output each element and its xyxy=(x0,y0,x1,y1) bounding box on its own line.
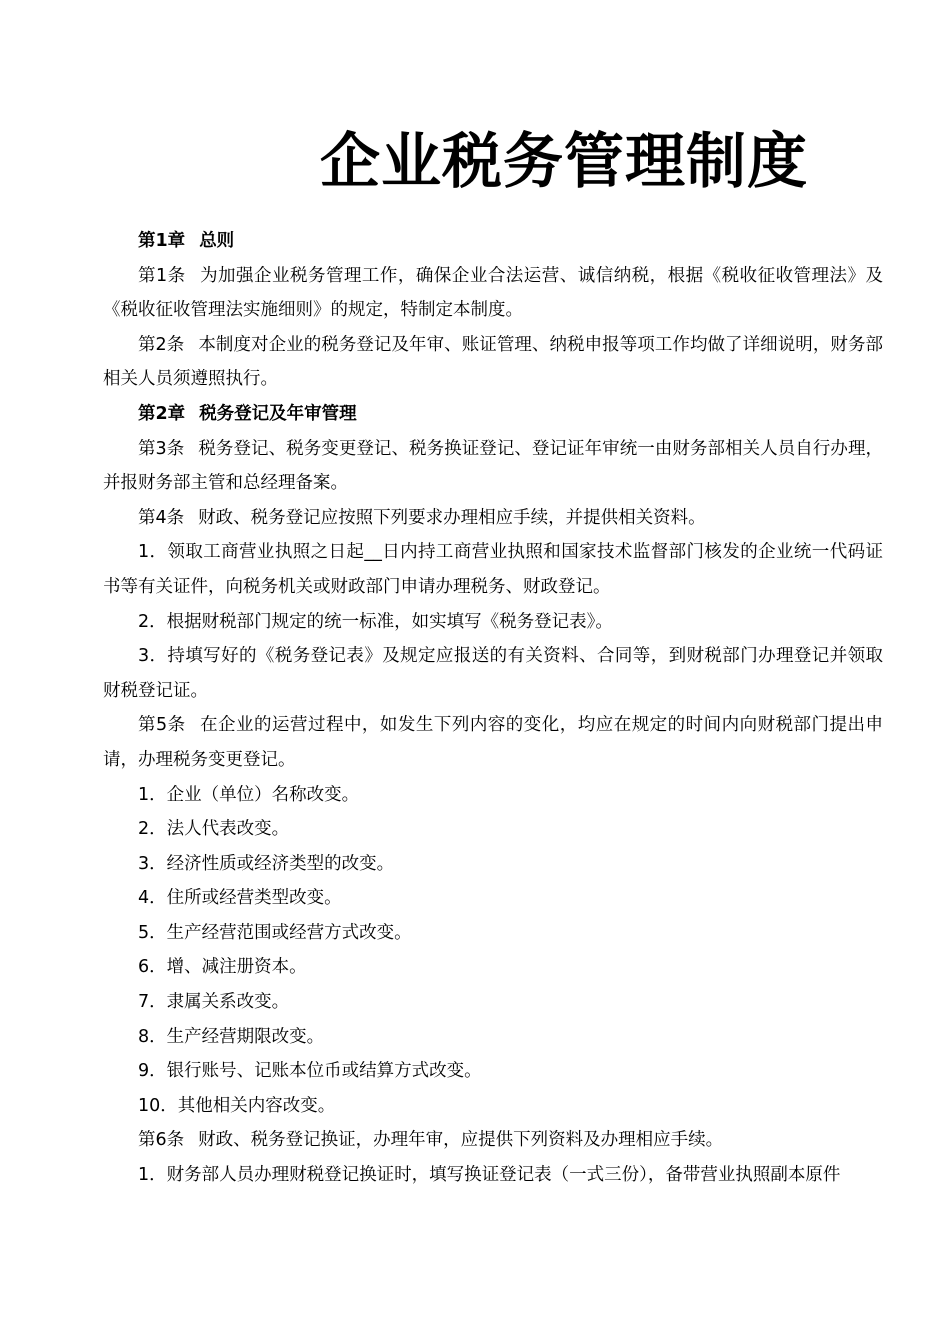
paragraph-text: 1．企业（单位）名称改变。 xyxy=(138,784,360,805)
list-item xyxy=(103,1089,883,1124)
list-item xyxy=(103,950,883,985)
article-paragraph xyxy=(103,328,883,397)
paragraph-text: 本制度对企业的税务登记及年审、账证管理、纳税申报等项工作均做了详细说明，财务部相关人员须遵照执行。 xyxy=(103,334,884,390)
document-body xyxy=(103,224,883,1193)
paragraph-text: 财政、税务登记换证，办理年审，应提供下列资料及办理相应手续。 xyxy=(198,1130,724,1151)
paragraph-text: 3．持填写好的《税务登记表》及规定应报送的有关资料、合同等，到财税部门办理登记并领取财税登记证。 xyxy=(103,646,883,701)
paragraph-label: 第4条 xyxy=(138,507,185,528)
chapter-heading xyxy=(103,397,883,432)
paragraph-text: 为加强企业税务管理工作，确保企业合法运营、诚信纳税，根据《税收征收管理法》及《税收征收管理法实施细则》的规定，特制定本制度。 xyxy=(103,265,883,321)
paragraph-text: 7．隶属关系改变。 xyxy=(138,992,290,1013)
list-item xyxy=(103,847,883,882)
paragraph-label: 第6条 xyxy=(138,1130,185,1151)
list-item xyxy=(103,812,883,847)
article-paragraph xyxy=(103,1123,883,1158)
paragraph-label: 第5条 xyxy=(138,715,186,736)
paragraph-label: 第1条 xyxy=(138,265,186,286)
paragraph-text: 8．生产经营期限改变。 xyxy=(138,1026,325,1047)
paragraph-label: 第3条 xyxy=(138,438,185,459)
paragraph-text: 财政、税务登记应按照下列要求办理相应手续，并提供相关资料。 xyxy=(198,507,706,528)
list-item xyxy=(103,1158,883,1193)
document-title: 企业税务管理制度 xyxy=(320,127,808,197)
list-item xyxy=(103,535,883,604)
paragraph-text: 税务登记、税务变更登记、税务换证登记、登记证年审统一由财务部相关人员自行办理，并报财务部主管和总经理备案。 xyxy=(103,438,884,494)
paragraph-text: 5．生产经营范围或经营方式改变。 xyxy=(138,922,412,943)
article-paragraph xyxy=(103,259,883,328)
paragraph-text: 1．领取工商营业执照之日起__日内持工商营业执照和国家技术监督部门核发的企业统一代码证书等有关证件，向税务机关或财政部门申请办理税务、财政登记。 xyxy=(103,542,883,597)
chapter-heading xyxy=(103,224,883,259)
list-item xyxy=(103,778,883,813)
article-paragraph xyxy=(103,432,883,501)
list-item xyxy=(103,916,883,951)
paragraph-label: 第2章 xyxy=(138,403,186,424)
paragraph-text: 3．经济性质或经济类型的改变。 xyxy=(138,853,395,874)
list-item xyxy=(103,639,883,708)
list-item xyxy=(103,605,883,640)
paragraph-label: 第1章 xyxy=(138,231,186,251)
paragraph-text: 4．住所或经营类型改变。 xyxy=(138,888,342,909)
list-item xyxy=(103,1020,883,1055)
paragraph-text: 9．银行账号、记账本位币或结算方式改变。 xyxy=(138,1061,482,1082)
article-paragraph xyxy=(103,708,883,777)
list-item xyxy=(103,985,883,1020)
article-paragraph xyxy=(103,501,883,536)
paragraph-text: 10．其他相关内容改变。 xyxy=(138,1095,336,1116)
paragraph-text: 税务登记及年审管理 xyxy=(199,403,357,424)
paragraph-text: 1．财务部人员办理财税登记换证时，填写换证登记表（一式三份），备带营业执照副本原件 xyxy=(138,1165,841,1186)
list-item xyxy=(103,1054,883,1089)
paragraph-text: 6．增、减注册资本。 xyxy=(138,957,307,978)
list-item xyxy=(103,881,883,916)
paragraph-text: 总则 xyxy=(199,231,235,251)
paragraph-text: 在企业的运营过程中，如发生下列内容的变化，均应在规定的时间内向财税部门提出申请，办理税务变更登记。 xyxy=(103,715,883,770)
paragraph-label: 第2条 xyxy=(138,334,185,355)
paragraph-text: 2．法人代表改变。 xyxy=(138,819,290,840)
paragraph-text: 2．根据财税部门规定的统一标准，如实填写《税务登记表》。 xyxy=(138,611,613,632)
